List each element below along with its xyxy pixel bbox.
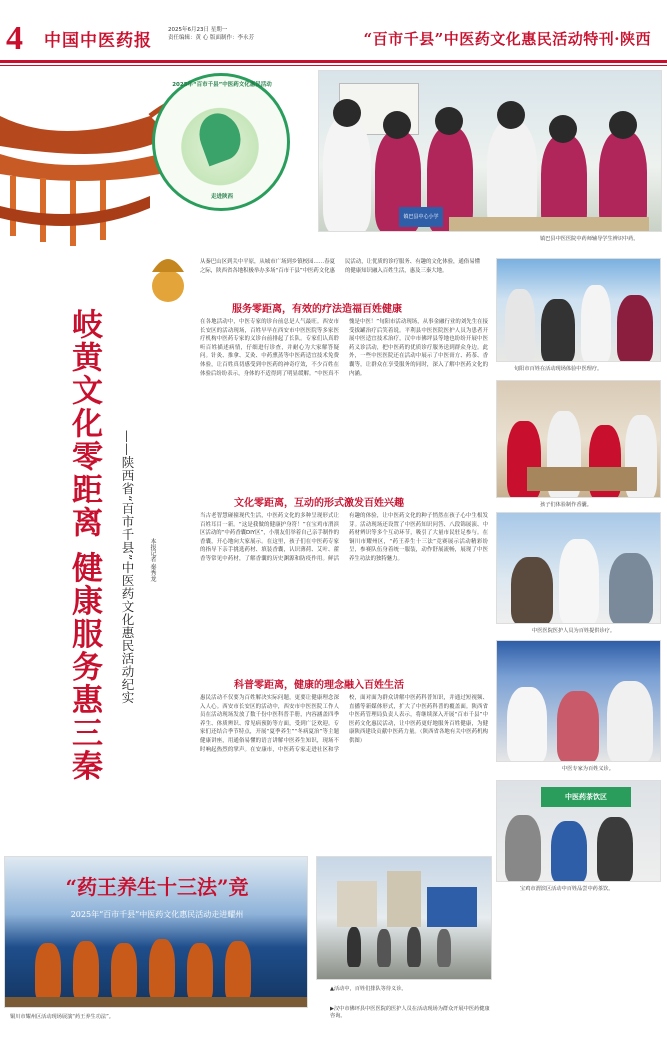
date-line: 2025年6月23日 星期一 (168, 27, 228, 33)
photo-queue (316, 856, 492, 980)
section-heading-science: 科普零距离，健康的理念融入百姓生活 (234, 680, 404, 691)
header-rule-thin (0, 65, 667, 66)
tea-booth-sign: 中医药茶饮区 (541, 787, 631, 807)
photo-caption-3: 孩子们体验制作香囊。 (540, 502, 592, 508)
section-body-science: 惠民活动不仅要为百姓解决实际问题，更要让健康理念深入人心。西安市长安区的活动中，西安市中医医院工作人员在活动现场发放了数千份中医科普手册，内容涵盖四季养生、体质辨识、常见病预防等方面，受到广泛欢迎。专家们还结合季节特点，开展“夏季养生”“冬病夏治”等主题健康讲座，用通俗易懂的语言讲解中医养生知识，现场不时响起热烈的掌声。在安康市，中医药专家走进社区和学校，面对面为群众讲解中医药科普知识，并通过短视频、直播等新媒体形式，扩大了中医药科普的覆盖面。陕西省中医药管理局负责人表示，将继续深入开展“百市千县”中医药文化惠民活动，让中医药更好地服务百姓健康，为健康陕西建设贡献中医药力量。（陕西省各地有关中医药机构供图） (200, 695, 488, 753)
photo-consultation (496, 640, 661, 762)
sub-headline: ——陕西省“百市千县”中医药文化惠民活动纪实 (120, 430, 135, 704)
school-sign: 镇巴县中心小学 (399, 207, 443, 227)
paper-name: 中国中医药报 (44, 31, 152, 51)
section-heading-culture: 文化零距离，互动的形式激发百姓兴趣 (234, 498, 404, 509)
photo-caption-6: 宝鸡市渭滨区活动中百姓品尝中药茶饮。 (520, 886, 614, 892)
photo-stage-performance (4, 856, 308, 1008)
section-body-culture: 当古老智慧碰撞现代生活，中医药文化的多种呈现形式让百姓耳目一新。“这是我做的健康护身符！”在宝鸡市渭滨区活动的“中药香囊DIY区”，小朋友们举着自己亲手制作的香囊，开心地向大家展示。在这里，孩子们在中医药专家的指导下亲手挑选药材、填装香囊，认识薄荷、艾叶、藿香等常见中药材，了解香囊的历史渊源和防疫作用。鲜活有趣的体验，让中医药文化的种子悄然在孩子心中生根发芽。活动现场还设置了中医药知识问答、八段锦展演、中药材辨识等多个互动环节，吸引了大量市民驻足参与。在铜川市耀州区，“药王养生十三法”竞赛展示活动精彩纷呈，参赛队伍身着统一服装，动作舒展流畅，展现了中医养生功法的独特魅力。 (200, 513, 488, 562)
photo-treatment (496, 512, 661, 624)
section-title: “百市千县”中医药文化惠民活动特刊·陕西 (363, 30, 651, 48)
byline: 本报记者 秦秀龙 (149, 538, 156, 582)
header-rule (0, 60, 667, 63)
section-body-service: 在各地活动中，中医专家的诊台前总是人气最旺。西安市长安区的活动现场，百姓早早在西安市中医医院等多家医疗机构中医药专家的义诊台前排起了长队。专家们认真聆听百姓描述病情，仔细进行诊查，并耐心为大家解答疑问。针灸、推拿、艾灸、中药熏蒸等中医药适宜技术免费体验，让百姓真切感受到中医药的神奇疗效，不少百姓在体验后纷纷表示，身体的不适得到了明显缓解。“中医真不愧是中医！”旬阳市活动现场，从事金融行业的刘先生在接受拔罐治疗后笑着说。平利县中医医院医护人员为患者开展中医适宜技术治疗，汉中市佛坪县等地也纷纷开展中医药义诊活动，把中医药的优质诊疗服务送到群众身边。此外，一些中医医院还在活动中展示了中医膏方、药茶、香囊等，让群众在享受服务的同时，深入了解中医药文化的内涵。 (200, 319, 488, 377)
seal-text-bottom: 走进陕西 (210, 194, 233, 200)
seal-text-top: 2025年“百市千县”中医药文化惠民活动 (172, 82, 272, 88)
section-heading-service: 服务零距离，有效的疗法造福百姓健康 (232, 304, 402, 315)
photo-caption-8a: ▲活动中，百姓们排队等待义诊。 (330, 986, 407, 992)
intro-paragraph: 从秦巴山区到关中平原，从城市广场到乡镇校园……春夏之际，陕西省各地积极举办多场“百市千县”中医药文化惠民活动，让优质的诊疗服务、有趣的文化体验，通俗易懂的健康知识融入百姓生活，惠及三秦大地。 (200, 259, 480, 274)
photo-herbal-tea (496, 780, 661, 882)
stage-banner-small: 2025年“百市千县”中医药文化惠民活动走进耀州 (70, 910, 244, 919)
photo-students-herbs (318, 70, 662, 232)
photo-caption-8b: ▶汉中市佛坪县中医医院的医护人员在活动现场为群众开展中医药健康咨询。 (330, 1006, 490, 1019)
photo-caption-5: 中医专家为百姓义诊。 (562, 766, 614, 772)
photo-caption-2: 旬阳市百姓在活动现场体验中医理疗。 (514, 366, 603, 372)
issue-meta (168, 26, 254, 42)
editor-line: 责任编辑：黄 心 版面制作：李永芳 (168, 35, 254, 41)
photo-caption-4: 中医医院医护人员为百姓提供诊疗。 (532, 628, 616, 634)
photo-sachet-making (496, 380, 661, 498)
photo-caption-1: 镇巴县中医医院中药师辅导学生辨识中药。 (540, 236, 639, 242)
photo-therapy (496, 258, 661, 362)
page-number: 4 (6, 20, 23, 57)
stage-banner-large: “药王养生十三法”竞 (65, 875, 249, 899)
main-headline: 岐黄文化零距离 健康服务惠三秦 (66, 308, 102, 783)
photo-caption-7: 铜川市耀州区活动现场展演“药王养生功法”。 (10, 1014, 114, 1020)
